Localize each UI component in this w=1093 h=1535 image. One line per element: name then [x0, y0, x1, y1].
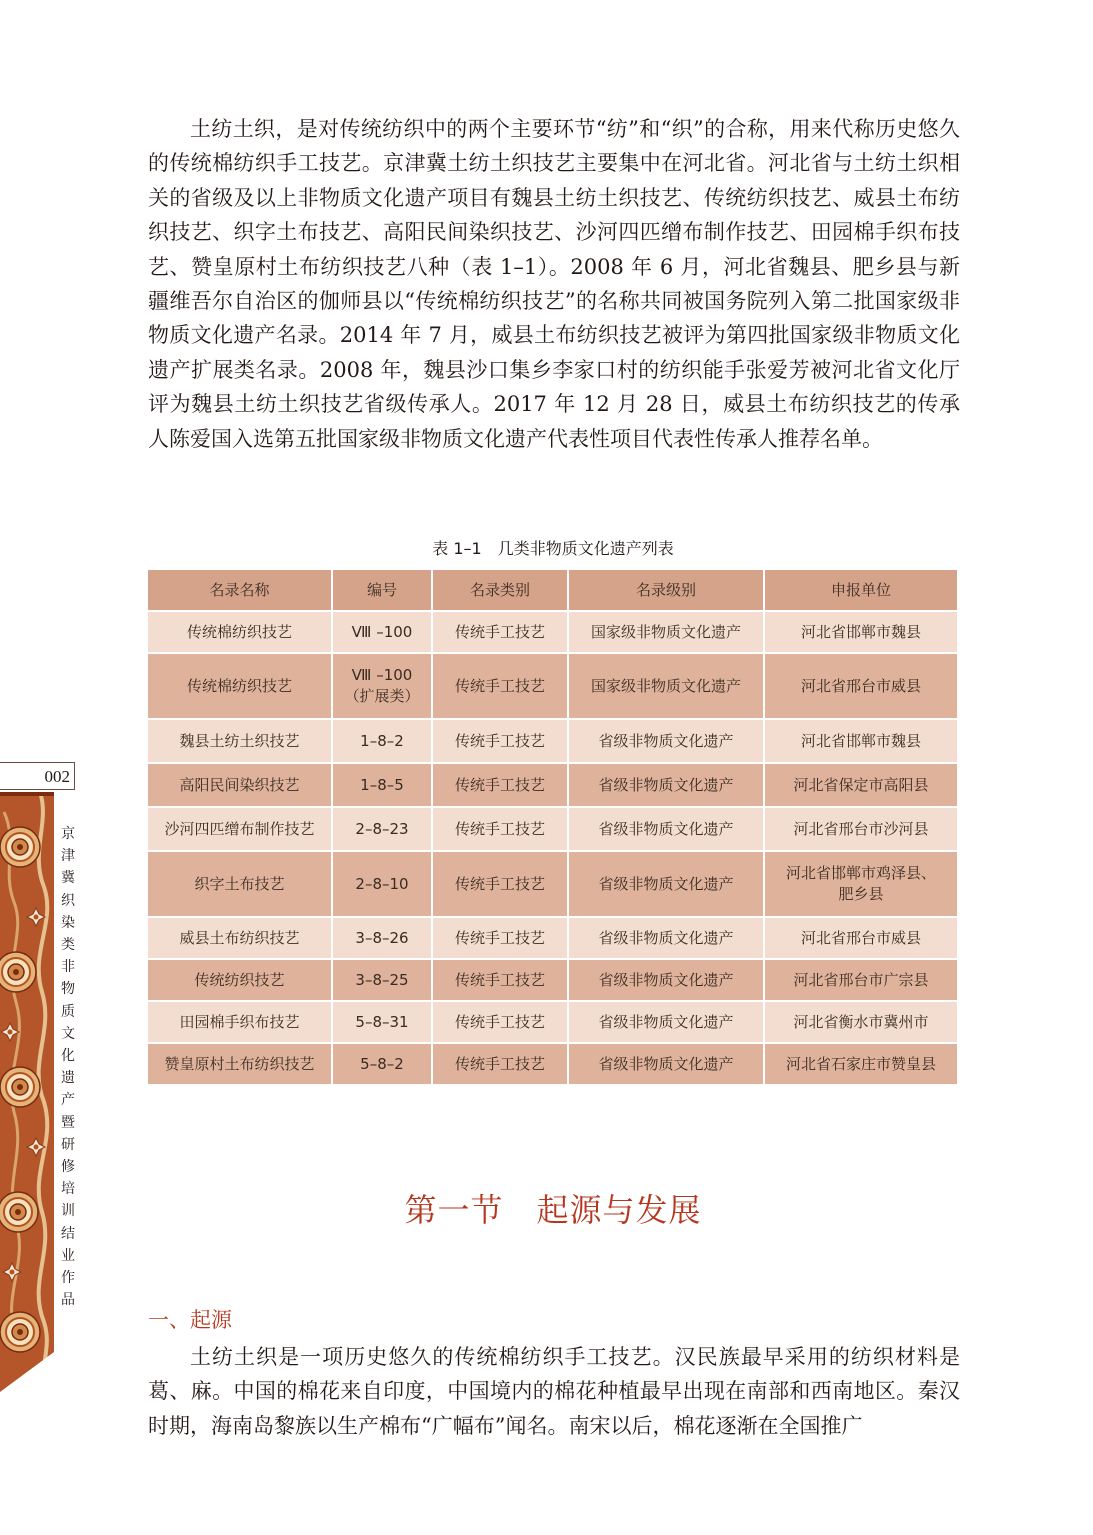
cell-category: 传统手工技艺: [432, 807, 568, 851]
page-number: 002: [0, 762, 75, 790]
col-header-unit: 申报单位: [764, 570, 958, 611]
cell-name: 织字土布技艺: [148, 851, 332, 917]
table-row: [148, 1001, 958, 1043]
table-row: [148, 763, 958, 807]
table-row: [148, 917, 958, 959]
cell-code: 5–8–31: [332, 1001, 432, 1043]
cell-code: 3–8–26: [332, 917, 432, 959]
cell-category: 传统手工技艺: [432, 763, 568, 807]
table-row: [148, 1043, 958, 1085]
cell-code: 2–8–23: [332, 807, 432, 851]
cell-level: 国家级非物质文化遗产: [568, 611, 764, 653]
cell-name: 传统棉纺织技艺: [148, 653, 332, 719]
cell-code: 1–8–5: [332, 763, 432, 807]
cell-unit: 河北省石家庄市赞皇县: [764, 1043, 958, 1085]
cell-category: 传统手工技艺: [432, 851, 568, 917]
cell-unit: 河北省邢台市威县: [764, 653, 958, 719]
side-book-title: 京津冀织染类非物质文化遗产暨研修培训结业作品: [61, 826, 75, 1309]
table-header-row: [148, 570, 958, 611]
subsection-title: 一、起源: [148, 1308, 232, 1332]
cell-name: 传统棉纺织技艺: [148, 611, 332, 653]
table-row: [148, 959, 958, 1001]
table-caption: 表 1–1 几类非物质文化遗产列表: [432, 539, 674, 558]
heritage-table: [148, 570, 959, 1086]
cell-unit: 河北省邯郸市魏县: [764, 719, 958, 763]
cell-name: 沙河四匹缯布制作技艺: [148, 807, 332, 851]
cell-name: 传统纺织技艺: [148, 959, 332, 1001]
cell-category: 传统手工技艺: [432, 959, 568, 1001]
cell-category: 传统手工技艺: [432, 917, 568, 959]
cell-level: 省级非物质文化遗产: [568, 959, 764, 1001]
cell-category: 传统手工技艺: [432, 611, 568, 653]
cell-level: 省级非物质文化遗产: [568, 1001, 764, 1043]
ornamental-side-band: [0, 792, 54, 1432]
cell-level: 国家级非物质文化遗产: [568, 653, 764, 719]
cell-name: 魏县土纺土织技艺: [148, 719, 332, 763]
cell-name: 威县土布纺织技艺: [148, 917, 332, 959]
intro-paragraph: 土纺土织，是对传统纺织中的两个主要环节“纺”和“织”的合称，用来代称历史悠久的传统棉纺织手工技艺。京津冀土纺土织技艺主要集中在河北省。河北省与土纺土织相关的省级及以上非物质文化遗产项目有魏县土纺土织技艺、传统纺织技艺、威县土布纺织技艺、织字土布技艺、高阳民间染织技艺、沙河四匹缯布制作技艺、田园棉手织布技艺、赞皇原村土布纺织技艺八种（表 1–1）。2008 年 6 月，河北省魏县、肥乡县与新疆维吾尔自治区的伽师县以“传统棉纺织技艺”的名称共同被国务院列入第二批国家级非物质文化遗产名录。2014 年 7 月，威县土布纺织技艺被评为第四批国家级非物质文化遗产扩展类名录。2008 年，魏县沙口集乡李家口村的纺织能手张爱芳被河北省文化厅评为魏县土纺土织技艺省级传承人。2017 年 12 月 28 日，威县土布纺织技艺的传承人陈爱国入选第五批国家级非物质文化遗产代表性项目代表性传承人推荐名单。: [148, 117, 960, 451]
cell-unit: 河北省邢台市沙河县: [764, 807, 958, 851]
cell-unit: [764, 851, 958, 917]
cell-code: 1–8–2: [332, 719, 432, 763]
cell-level: 省级非物质文化遗产: [568, 763, 764, 807]
cell-unit-line: 肥乡县: [838, 885, 884, 903]
cell-unit-line: 河北省邯郸市鸡泽县、: [785, 864, 936, 882]
cell-code: 2–8–10: [332, 851, 432, 917]
col-header-category: 名录类别: [432, 570, 568, 611]
cell-unit: 河北省邢台市广宗县: [764, 959, 958, 1001]
cell-code-text: Ⅷ –100: [351, 622, 413, 641]
col-header-level: 名录级别: [568, 570, 764, 611]
cell-name: 田园棉手织布技艺: [148, 1001, 332, 1043]
table-row: [148, 653, 958, 719]
cell-level: 省级非物质文化遗产: [568, 719, 764, 763]
cell-unit: 河北省保定市高阳县: [764, 763, 958, 807]
cell-category: 传统手工技艺: [432, 1001, 568, 1043]
col-header-code: 编号: [332, 570, 432, 611]
cell-level: 省级非物质文化遗产: [568, 851, 764, 917]
cell-name: 赞皇原村土布纺织技艺: [148, 1043, 332, 1085]
cell-code: [332, 653, 432, 719]
cell-unit: 河北省邯郸市魏县: [764, 611, 958, 653]
cell-level: 省级非物质文化遗产: [568, 807, 764, 851]
table-row: [148, 851, 958, 917]
table-row: [148, 719, 958, 763]
cell-code-note: （扩展类）: [344, 687, 420, 705]
cell-category: 传统手工技艺: [432, 1043, 568, 1085]
origin-paragraph: 土纺土织是一项历史悠久的传统棉纺织手工技艺。汉民族最早采用的纺织材料是葛、麻。中国的棉花来自印度，中国境内的棉花种植最早出现在南部和西南地区。秦汉时期，海南岛黎族以生产棉布“广幅布”闻名。南宋以后，棉花逐渐在全国推广: [148, 1345, 960, 1438]
cell-level: 省级非物质文化遗产: [568, 1043, 764, 1085]
col-header-name: 名录名称: [148, 570, 332, 611]
cell-category: 传统手工技艺: [432, 653, 568, 719]
cell-code: 5–8–2: [332, 1043, 432, 1085]
cell-category: 传统手工技艺: [432, 719, 568, 763]
table-row: [148, 807, 958, 851]
section-title: 第一节 起源与发展: [404, 1191, 702, 1229]
cell-code: [332, 611, 432, 653]
cell-code-text: Ⅷ –100: [351, 666, 413, 684]
table-row: [148, 611, 958, 653]
cell-unit: 河北省衡水市冀州市: [764, 1001, 958, 1043]
cell-code: 3–8–25: [332, 959, 432, 1001]
cell-unit: 河北省邢台市威县: [764, 917, 958, 959]
cell-level: 省级非物质文化遗产: [568, 917, 764, 959]
cell-name: 高阳民间染织技艺: [148, 763, 332, 807]
